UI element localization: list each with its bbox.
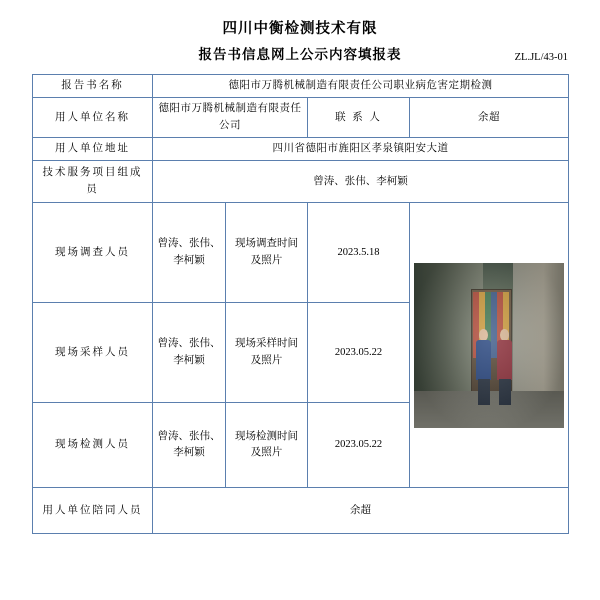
row-label-employer-address: 用人单位地址 [33, 137, 153, 160]
site-photo [414, 263, 564, 428]
row-value-contact: 余超 [410, 98, 569, 138]
photo-vignette [414, 263, 564, 428]
row-label-survey-staff: 现场调查人员 [33, 203, 153, 303]
row-label-employer-name: 用人单位名称 [33, 98, 153, 138]
row-label-project-team: 技术服务项目组成员 [33, 161, 153, 203]
row-value-testing-staff: 曾涛、张伟、李柯颖 [153, 403, 226, 488]
page-title: 四川中衡检测技术有限 [222, 21, 378, 37]
row-label-accompanying-staff: 用人单位陪同人员 [33, 488, 153, 534]
row-label-testing-staff: 现场检测人员 [33, 403, 153, 488]
table-row [33, 161, 569, 203]
row-value-employer-name: 德阳市万腾机械制造有限责任公司 [153, 98, 308, 138]
row-value-project-team: 曾涛、张伟、李柯颖 [153, 161, 569, 203]
row-value-survey-time: 2023.5.18 [308, 203, 410, 303]
subtitle-row [32, 43, 568, 64]
row-value-survey-staff: 曾涛、张伟、李柯颖 [153, 203, 226, 303]
row-label-testing-time: 现场检测时间及照片 [226, 403, 308, 488]
row-label-sampling-staff: 现场采样人员 [33, 303, 153, 403]
row-value-accompanying-staff: 余超 [153, 488, 569, 534]
table-row [33, 137, 569, 160]
row-value-report-name: 德阳市万腾机械制造有限责任公司职业病危害定期检测 [153, 75, 569, 98]
table-row [33, 203, 569, 303]
report-table [32, 74, 569, 534]
row-label-contact: 联 系 人 [308, 98, 410, 138]
table-row [33, 488, 569, 534]
table-row [33, 98, 569, 138]
row-label-sampling-time: 现场采样时间及照片 [226, 303, 308, 403]
row-value-sampling-time: 2023.05.22 [308, 303, 410, 403]
row-value-sampling-staff: 曾涛、张伟、李柯颖 [153, 303, 226, 403]
page-subtitle: 报告书信息网上公示内容填报表 [198, 47, 402, 63]
row-value-testing-time: 2023.05.22 [308, 403, 410, 488]
row-label-report-name: 报告书名称 [33, 75, 153, 98]
table-row [33, 75, 569, 98]
site-photo-cell [410, 203, 569, 488]
form-code: ZL.JL/43-01 [514, 52, 568, 64]
row-value-employer-address: 四川省德阳市旌阳区孝泉镇阳安大道 [153, 137, 569, 160]
row-label-survey-time: 现场调查时间及照片 [226, 203, 308, 303]
